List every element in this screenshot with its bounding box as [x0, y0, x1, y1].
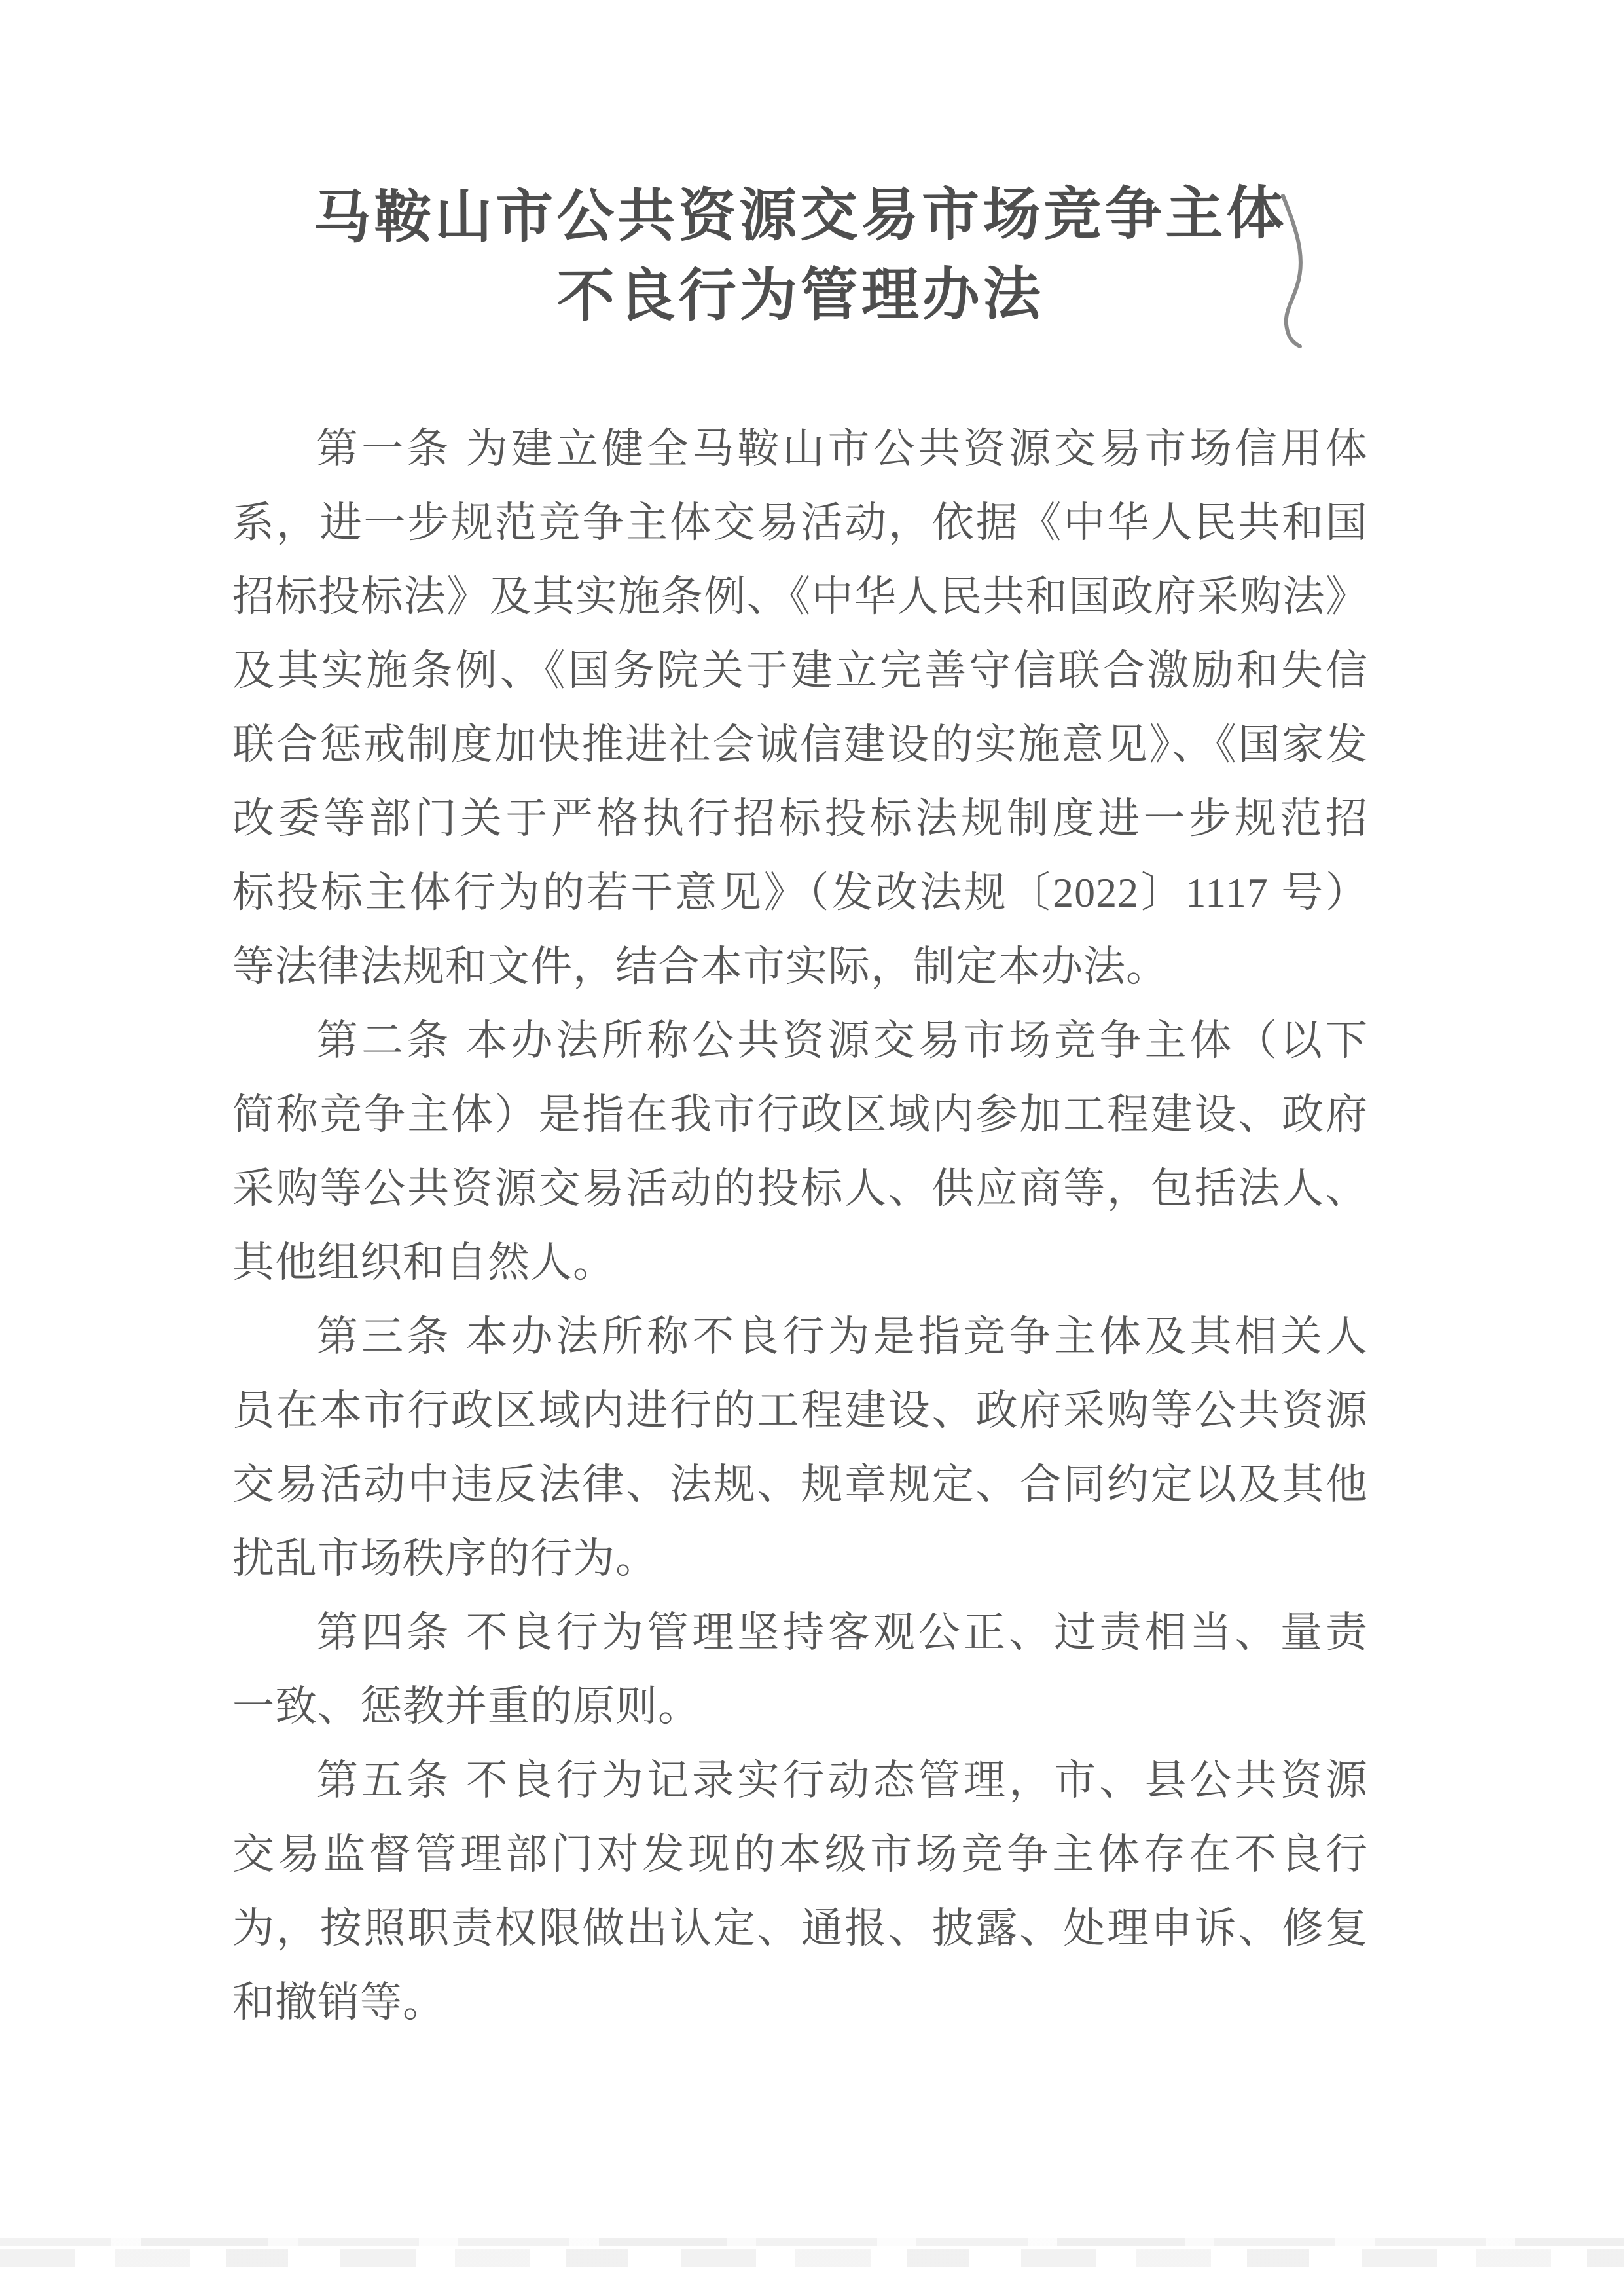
text-line: 采购等公共资源交易活动的投标人、供应商等，包括法人、 [232, 1165, 1368, 1212]
ink-smudge-artifact [1269, 193, 1321, 350]
text-line: 员在本市行政区域内进行的工程建设、政府采购等公共资源 [232, 1387, 1368, 1434]
title-line-2: 不良行为管理办法 [556, 263, 1044, 329]
text-line: 扰乱市场秩序的行为。 [232, 1535, 658, 1582]
text-line: 改委等部门关于严格执行招标投标法规制度进一步规范招 [232, 795, 1368, 842]
text-line: 联合惩戒制度加快推进社会诚信建设的实施意见》、《国家发 [232, 721, 1368, 768]
title-line-1: 马鞍山市公共资源交易市场竞争主体 [313, 182, 1288, 251]
text-line: 第五条 不良行为记录实行动态管理，市、县公共资源 [316, 1757, 1368, 1804]
text-line: 简称竞争主体）是指在我市行政区域内参加工程建设、政府 [232, 1091, 1368, 1138]
text-line: 招标投标法》及其实施条例、《中华人民共和国政府采购法》 [232, 574, 1368, 620]
text-line: 其他组织和自然人。 [232, 1239, 615, 1286]
text-line: 第二条 本办法所称公共资源交易市场竞争主体（以下 [316, 1017, 1368, 1064]
paragraph [232, 412, 1368, 1004]
text-line: 一致、惩教并重的原则。 [232, 1683, 700, 1730]
text-line: 系，进一步规范竞争主体交易活动，依据《中华人民共和国 [232, 500, 1368, 546]
document-body [232, 412, 1368, 2039]
document-title [232, 174, 1368, 339]
text-line: 第一条 为建立健全马鞍山市公共资源交易市场信用体 [316, 426, 1368, 472]
text-line: 和撤销等。 [232, 1979, 445, 2026]
paragraph [232, 1595, 1368, 1743]
paragraph [232, 1743, 1368, 2039]
text-line: 第四条 不良行为管理坚持客观公正、过责相当、量责 [316, 1609, 1368, 1656]
scan-artifact-row-bottom [0, 2249, 1624, 2267]
text-line: 交易监督管理部门对发现的本级市场竞争主体存在不良行 [232, 1831, 1368, 1878]
paragraph [232, 1300, 1368, 1595]
text-line: 第三条 本办法所称不良行为是指竞争主体及其相关人 [316, 1313, 1368, 1360]
scan-artifact-row-top [0, 2238, 1624, 2246]
scan-artifact-band [0, 2236, 1624, 2275]
text-line: 为，按照职责权限做出认定、通报、披露、处理申诉、修复 [232, 1905, 1368, 1952]
paragraph [232, 1004, 1368, 1300]
text-line: 标投标主体行为的若干意见》（发改法规〔2022〕1117 号） [232, 869, 1368, 916]
text-line: 等法律法规和文件，结合本市实际，制定本办法。 [232, 943, 1168, 990]
text-line: 交易活动中违反法律、法规、规章规定、合同约定以及其他 [232, 1461, 1368, 1508]
text-line: 及其实施条例、《国务院关于建立完善守信联合激励和失信 [232, 647, 1368, 694]
